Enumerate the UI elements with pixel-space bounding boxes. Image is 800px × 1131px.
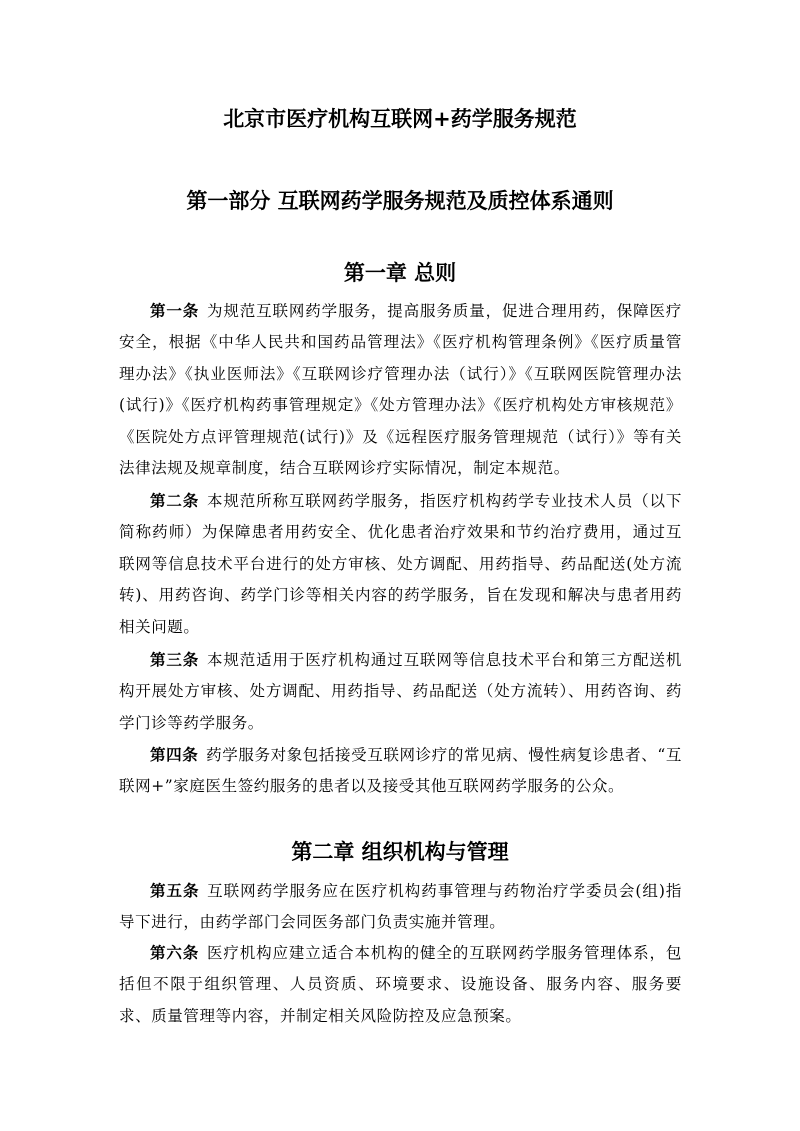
chapter-1-title: 第一章 总则 bbox=[343, 261, 457, 285]
article-2-number: 第二条 bbox=[150, 492, 200, 510]
article-3-text: 本规范适用于医疗机构通过互联网等信息技术平台和第三方配送机构开展处方审核、处方调配、用药指导、药品配送（处方流转）、用药咨询、药学门诊等药学服务。 bbox=[119, 651, 682, 732]
article-5-number: 第五条 bbox=[150, 882, 200, 900]
article-6-number: 第六条 bbox=[150, 944, 200, 962]
document-title: 北京市医疗机构互联网+药学服务规范 bbox=[223, 107, 577, 131]
article-4 bbox=[119, 740, 682, 803]
article-5 bbox=[119, 876, 682, 939]
part-title: 第一部分 互联网药学服务规范及质控体系通则 bbox=[186, 189, 614, 213]
chapter-2-title: 第二章 组织机构与管理 bbox=[291, 840, 509, 864]
article-4-number: 第四条 bbox=[150, 746, 199, 764]
article-1-number: 第一条 bbox=[150, 302, 200, 320]
article-1-text: 为规范互联网药学服务，提高服务质量，促进合理用药，保障医疗安全，根据《中华人民共和国药品管理法》《医疗机构管理条例》《医疗质量管理办法》《执业医师法》《互联网诊疗管理办法（试行）》《互联网医院管理办法(试行)》《医疗机构药事管理规定》《处方管理办法》《医疗机构处方审核规范》《医院处方点评管理规范(试行)》及《远程医疗服务管理规范（试行）》等有关法律法规及规章制度，结合互联网诊疗实际情况，制定本规范。 bbox=[119, 302, 682, 478]
article-1 bbox=[119, 296, 682, 484]
article-3-number: 第三条 bbox=[150, 651, 200, 669]
article-6-text: 医疗机构应建立适合本机构的健全的互联网药学服务管理体系，包括但不限于组织管理、人员资质、环境要求、设施设备、服务内容、服务要求、质量管理等内容，并制定相关风险防控及应急预案。 bbox=[119, 944, 682, 1025]
article-2 bbox=[119, 486, 682, 643]
article-4-text: 药学服务对象包括接受互联网诊疗的常见病、慢性病复诊患者、“互联网+”家庭医生签约服务的患者以及接受其他互联网药学服务的公众。 bbox=[119, 746, 682, 796]
article-6 bbox=[119, 938, 682, 1032]
article-5-text: 互联网药学服务应在医疗机构药事管理与药物治疗学委员会(组)指导下进行，由药学部门会同医务部门负责实施并管理。 bbox=[119, 882, 682, 932]
article-2-text: 本规范所称互联网药学服务，指医疗机构药学专业技术人员（以下简称药师）为保障患者用药安全、优化患者治疗效果和节约治疗费用，通过互联网等信息技术平台进行的处方审核、处方调配、用药指导、药品配送(处方流转)、用药咨询、药学门诊等相关内容的药学服务，旨在发现和解决与患者用药相关问题。 bbox=[119, 492, 682, 636]
article-3 bbox=[119, 645, 682, 739]
